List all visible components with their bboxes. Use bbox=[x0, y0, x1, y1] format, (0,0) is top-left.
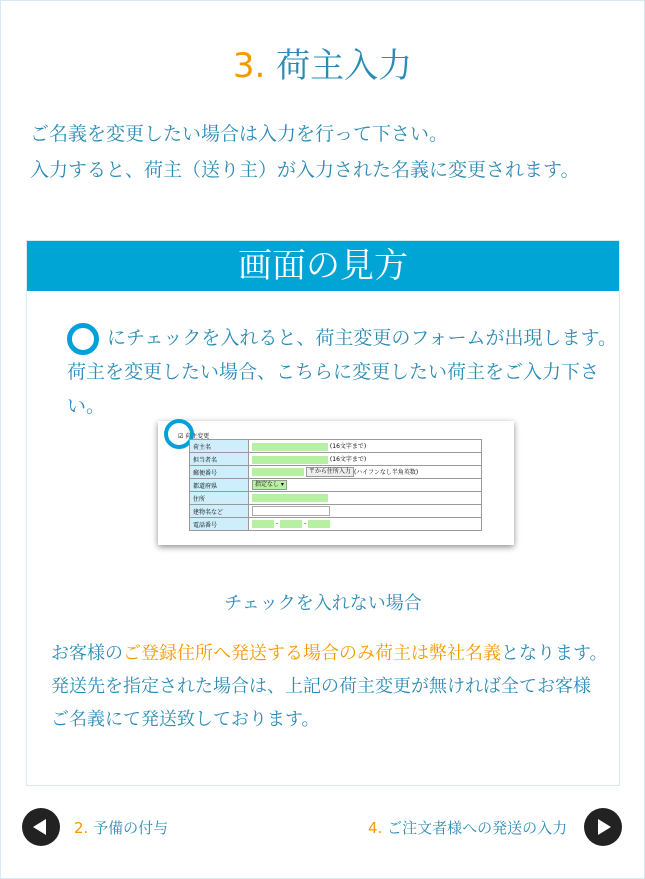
how-to-read-card bbox=[26, 240, 620, 786]
next-arrow-button[interactable] bbox=[584, 808, 622, 846]
check-instructions bbox=[67, 321, 619, 423]
input-field bbox=[252, 506, 330, 516]
input-field bbox=[308, 520, 330, 528]
prev-step-link[interactable] bbox=[22, 806, 222, 850]
prev-step-label[interactable]: 2. 予備の付与 bbox=[74, 819, 169, 837]
title-text: 荷主入力 bbox=[276, 46, 413, 86]
row-note: (16文字まで) bbox=[329, 456, 367, 464]
next-step-label[interactable]: 4. ご注文者様への発送の入力 bbox=[368, 819, 568, 837]
row-label: 電話番号 bbox=[190, 518, 249, 531]
row-note: (16文字まで) bbox=[329, 443, 367, 451]
input-field bbox=[252, 494, 328, 502]
table-row bbox=[190, 453, 482, 466]
notice-line-1: お客様のご登録住所へ発送する場合のみ荷主は弊社名義となります。 bbox=[51, 643, 608, 664]
row-label: 都道府県 bbox=[190, 479, 249, 492]
row-label: 荷主名 bbox=[190, 440, 249, 453]
checkbox-label: 荷主変更 bbox=[185, 433, 210, 440]
row-label: 住所 bbox=[190, 492, 249, 505]
intro-text bbox=[30, 116, 579, 188]
circle-marker-icon bbox=[67, 323, 99, 355]
notice-text bbox=[51, 637, 608, 736]
input-field bbox=[252, 468, 304, 476]
table-row bbox=[190, 492, 482, 505]
form-screenshot bbox=[158, 421, 514, 545]
row-note: (ハイフンなし半角英数) bbox=[353, 468, 419, 476]
notice-highlight: ご登録住所へ発送する場合のみ荷主は弊社名義 bbox=[123, 643, 501, 664]
page-title bbox=[0, 38, 645, 87]
shipper-form-table bbox=[189, 439, 482, 531]
shipper-change-checkbox: ☑ 荷主変更 bbox=[178, 433, 210, 440]
table-row bbox=[190, 440, 482, 453]
prev-arrow-button[interactable] bbox=[22, 808, 60, 846]
title-number: 3. bbox=[232, 46, 266, 86]
input-field bbox=[252, 456, 328, 464]
prefecture-select: 指定なし ▾ bbox=[252, 480, 287, 490]
intro-line-1: ご名義を変更したい場合は入力を行って下さい。 bbox=[30, 123, 449, 145]
left-arrow-icon bbox=[33, 819, 46, 835]
zip-lookup-button: 〒から住所入力 bbox=[306, 467, 354, 477]
table-row bbox=[190, 505, 482, 518]
notice-line-2: 発送先を指定された場合は、上記の荷主変更が無ければ全てお客様 bbox=[51, 676, 591, 697]
notice-line-3: ご名義にて発送致しております。 bbox=[51, 709, 320, 730]
unchecked-caption: チェックを入れない場合 bbox=[224, 593, 422, 614]
check-line-1-text: にチェックを入れると、荷主変更のフォームが出現します。 bbox=[107, 327, 617, 349]
row-label: 郵便番号 bbox=[190, 466, 249, 479]
row-label: 担当者名 bbox=[190, 453, 249, 466]
next-step-link[interactable] bbox=[360, 806, 625, 850]
card-header: 画面の見方 bbox=[27, 241, 619, 291]
table-row bbox=[190, 479, 482, 492]
intro-line-2: 入力すると、荷主（送り主）が入力された名義に変更されます。 bbox=[30, 159, 580, 181]
input-field bbox=[280, 520, 302, 528]
right-arrow-icon bbox=[598, 819, 611, 835]
table-row: 電話番号 - - bbox=[190, 518, 482, 531]
input-field bbox=[252, 443, 328, 451]
check-line-1 bbox=[67, 321, 619, 355]
row-label: 建物名など bbox=[190, 505, 249, 518]
check-line-2: 荷主を変更したい場合、こちらに変更したい荷主をご入力下さい。 bbox=[67, 361, 600, 417]
table-row bbox=[190, 466, 482, 479]
input-field bbox=[252, 520, 274, 528]
